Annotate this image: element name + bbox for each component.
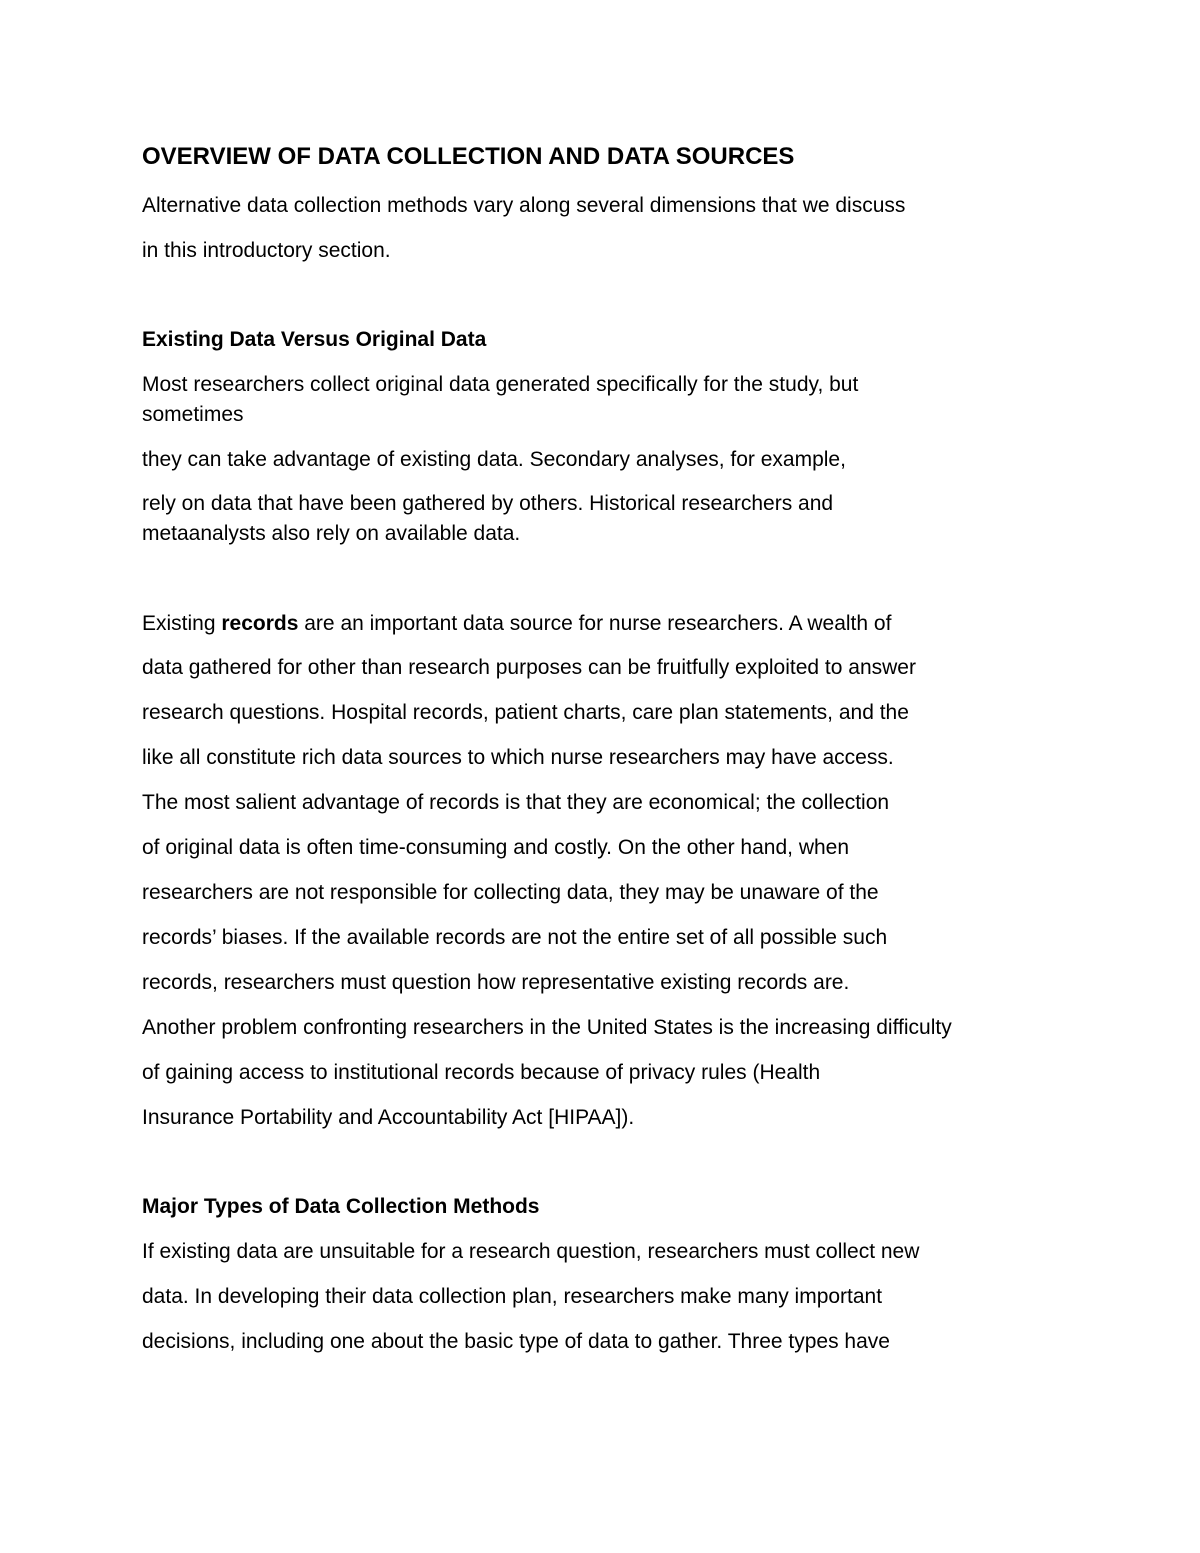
paragraph-line: decisions, including one about the basic type of data to gather. Three types have: [142, 1330, 890, 1353]
document-title: OVERVIEW OF DATA COLLECTION AND DATA SOURCES: [142, 143, 795, 170]
records-paragraph-first-line: [142, 611, 891, 637]
paragraph-line: records’ biases. If the available records are not the entire set of all possible such: [142, 926, 888, 949]
paragraph-line: sometimes: [142, 403, 244, 426]
text-run: are an important data source for nurse researchers. A wealth of: [298, 612, 892, 635]
section-heading-major-types: Major Types of Data Collection Methods: [142, 1195, 540, 1218]
paragraph-line: researchers are not responsible for collecting data, they may be unaware of the: [142, 881, 879, 904]
paragraph-line: data. In developing their data collection plan, researchers make many important: [142, 1285, 883, 1308]
records-bold-term: records: [221, 612, 299, 635]
paragraph-line: of gaining access to institutional records because of privacy rules (Health: [142, 1061, 821, 1084]
paragraph-line: Most researchers collect original data generated specifically for the study, but: [142, 373, 859, 396]
paragraph-line: metaanalysts also rely on available data.: [142, 522, 521, 545]
paragraph-line: Insurance Portability and Accountability Act [HIPAA]).: [142, 1106, 635, 1129]
intro-line-2: in this introductory section.: [142, 239, 391, 262]
paragraph-line: like all constitute rich data sources to which nurse researchers may have access.: [142, 746, 894, 769]
paragraph-line: The most salient advantage of records is that they are economical; the collection: [142, 791, 890, 814]
intro-line-1: Alternative data collection methods vary along several dimensions that we discuss: [142, 194, 906, 217]
paragraph-line: they can take advantage of existing data. Secondary analyses, for example,: [142, 448, 846, 471]
paragraph-line: rely on data that have been gathered by others. Historical researchers and: [142, 492, 834, 515]
paragraph-line: If existing data are unsuitable for a research question, researchers must collect new: [142, 1240, 920, 1263]
paragraph-line: records, researchers must question how representative existing records are.: [142, 971, 850, 994]
section-heading-existing-data: Existing Data Versus Original Data: [142, 328, 487, 351]
text-run: Existing: [142, 612, 222, 635]
paragraph-line: of original data is often time-consuming and costly. On the other hand, when: [142, 836, 850, 859]
paragraph-line: data gathered for other than research purposes can be fruitfully exploited to answer: [142, 656, 916, 679]
paragraph-line: research questions. Hospital records, patient charts, care plan statements, and the: [142, 701, 909, 724]
paragraph-line: Another problem confronting researchers in the United States is the increasing difficulty: [142, 1016, 952, 1039]
